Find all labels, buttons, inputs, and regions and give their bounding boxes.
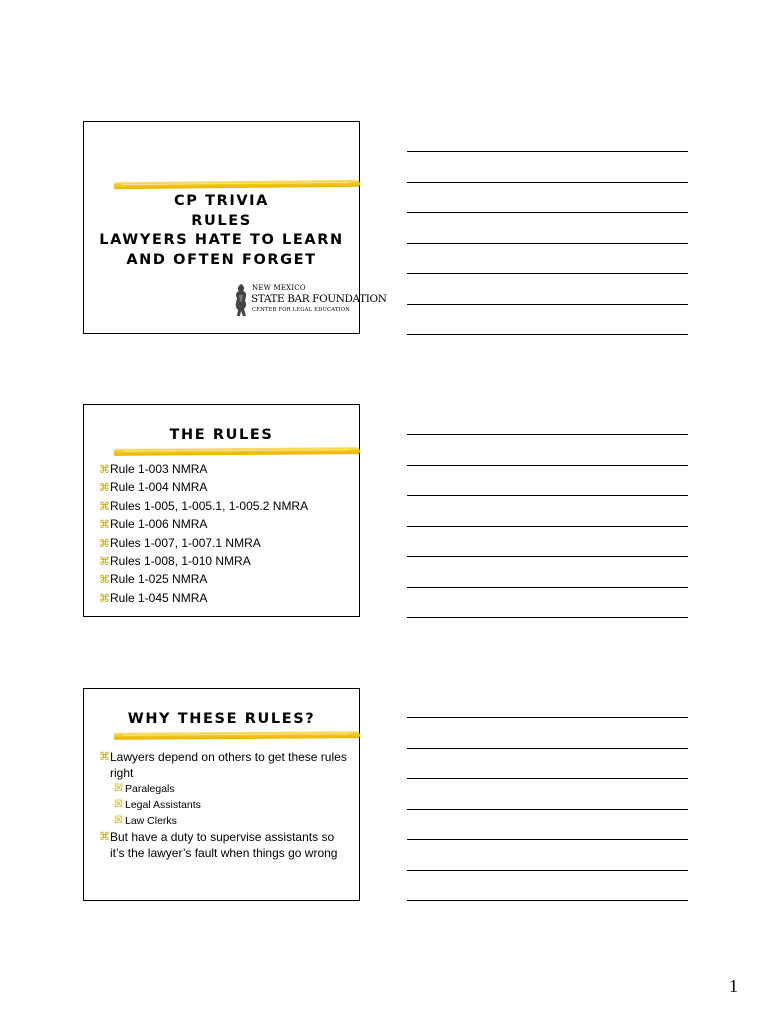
title-line: RULES bbox=[191, 212, 252, 229]
bullet-icon: ⌘ bbox=[99, 464, 110, 476]
note-line bbox=[407, 273, 688, 274]
sub-list-item: ☒ Paralegals bbox=[114, 783, 175, 795]
note-line bbox=[407, 900, 688, 901]
slide-2-title: THE RULES bbox=[169, 427, 274, 443]
sub-list-item: ☒ Legal Assistants bbox=[114, 799, 201, 811]
note-line bbox=[407, 748, 688, 749]
bullet-icon: ⌘ bbox=[99, 831, 110, 843]
list-item: ⌘Rule 1-003 NMRA bbox=[99, 461, 308, 479]
note-line bbox=[407, 809, 688, 810]
list-item: ⌘Rule 1-045 NMRA bbox=[99, 590, 308, 608]
note-line bbox=[407, 182, 688, 183]
note-line bbox=[407, 304, 688, 305]
note-line bbox=[407, 334, 688, 335]
sub-list-item: ☒ Law Clerks bbox=[114, 815, 177, 827]
note-line bbox=[407, 778, 688, 779]
list-item: ⌘ But have a duty to supervise assistants so it’s the lawyer’s fault when things go wrong bbox=[99, 830, 338, 860]
title-line: LAWYERS HATE TO LEARN bbox=[99, 232, 344, 248]
note-line bbox=[407, 587, 688, 588]
list-item: ⌘Rules 1-007, 1-007.1 NMRA bbox=[99, 535, 308, 553]
rules-list bbox=[99, 461, 308, 608]
list-item: ⌘Rules 1-005, 1-005.1, 1-005.2 NMRA bbox=[99, 498, 308, 516]
slide-2 bbox=[83, 404, 360, 617]
note-line bbox=[407, 870, 688, 871]
checkbox-bullet-icon: ☒ bbox=[114, 783, 123, 794]
note-line bbox=[407, 212, 688, 213]
note-line bbox=[407, 495, 688, 496]
yellow-highlight-stroke bbox=[114, 180, 360, 190]
logo-line-2: STATE BAR FOUNDATION bbox=[251, 293, 387, 305]
note-line bbox=[407, 465, 688, 466]
note-line bbox=[407, 151, 688, 152]
bullet-icon: ⌘ bbox=[99, 537, 110, 550]
note-line bbox=[407, 617, 688, 618]
note-line bbox=[407, 434, 688, 435]
logo-line-3: CENTER FOR LEGAL EDUCATION bbox=[252, 307, 350, 313]
note-line bbox=[407, 839, 688, 840]
slide-1-title bbox=[84, 192, 359, 270]
list-item: ⌘ Lawyers depend on others to get these rules right bbox=[99, 750, 347, 780]
bullet-icon: ⌘ bbox=[99, 555, 110, 568]
list-item: ⌘Rule 1-006 NMRA bbox=[99, 516, 308, 534]
bullet-icon: ⌘ bbox=[99, 519, 110, 532]
list-item: ⌘Rule 1-004 NMRA bbox=[99, 479, 308, 497]
bullet-icon: ⌘ bbox=[99, 482, 110, 495]
title-line: CP TRIVIA bbox=[173, 193, 269, 209]
state-bar-foundation-logo bbox=[230, 281, 387, 319]
reasons-list bbox=[99, 749, 349, 861]
checkbox-bullet-icon: ☒ bbox=[114, 815, 123, 826]
note-line bbox=[407, 556, 688, 557]
note-line bbox=[407, 526, 688, 527]
slide-1 bbox=[83, 121, 387, 334]
page-number: 1 bbox=[729, 976, 738, 996]
note-line bbox=[407, 243, 688, 244]
zia-figure-icon bbox=[232, 283, 250, 317]
yellow-highlight-stroke bbox=[114, 731, 360, 740]
list-item: ⌘Rules 1-008, 1-010 NMRA bbox=[99, 553, 308, 571]
checkbox-bullet-icon: ☒ bbox=[114, 799, 123, 810]
yellow-highlight-stroke bbox=[114, 447, 360, 456]
bullet-icon: ⌘ bbox=[99, 574, 110, 587]
bullet-icon: ⌘ bbox=[99, 592, 110, 605]
title-line: AND OFTEN FORGET bbox=[126, 251, 317, 268]
list-item: ⌘Rule 1-025 NMRA bbox=[99, 571, 308, 589]
slide-3 bbox=[83, 688, 360, 901]
bullet-icon: ⌘ bbox=[99, 500, 110, 513]
bullet-icon: ⌘ bbox=[99, 751, 110, 763]
note-line bbox=[407, 717, 688, 718]
logo-line-1: NEW MEXICO bbox=[252, 284, 306, 292]
slide-3-title: WHY THESE RULES? bbox=[127, 711, 316, 727]
